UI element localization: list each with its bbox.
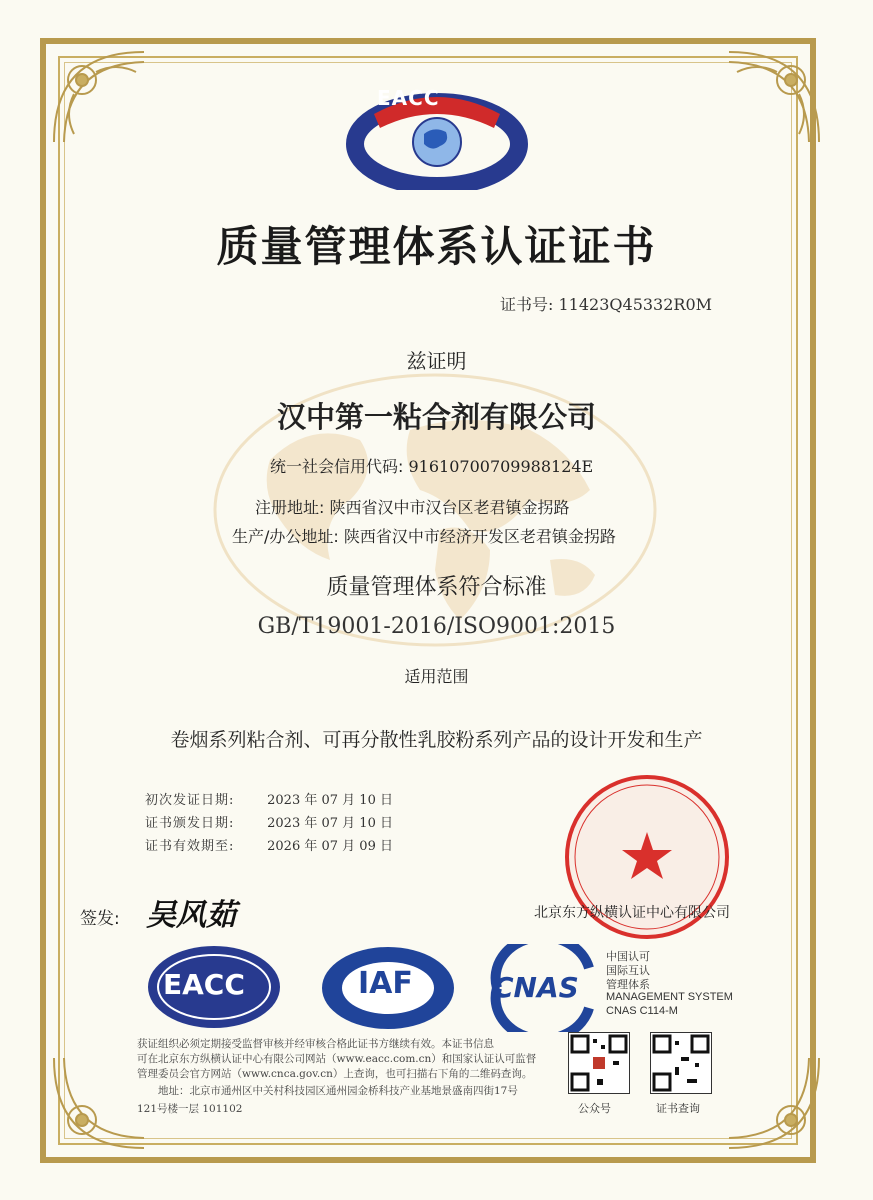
date-value: 2026 年 07 月 09 日 bbox=[267, 839, 393, 854]
certificate-number bbox=[500, 292, 712, 315]
eacc-badge-text: EACC bbox=[163, 968, 245, 1001]
certificate-number-value: 11423Q45332R0M bbox=[558, 295, 713, 314]
qr-label-certificate-lookup: 证书查询 bbox=[656, 1102, 700, 1115]
note-line-3: 管理委员会官方网站（www.cnca.gov.cn）上查询，也可扫描右下角的二维码查询。 bbox=[137, 1068, 533, 1080]
note-line-1: 获证组织必须定期接受监督审核并经审核合格此证书方继续有效。本证书信息 bbox=[137, 1038, 494, 1050]
office-address-value: 陕西省汉中市经济开发区老君镇金拐路 bbox=[343, 527, 616, 546]
hereby-certify: 兹证明 bbox=[406, 349, 467, 373]
signature-label: 签发: bbox=[80, 909, 120, 929]
cnas-line-3: 管理体系 bbox=[606, 979, 650, 991]
standard-label: 质量管理体系符合标准 bbox=[326, 575, 547, 600]
office-address-label: 生产/办公地址: bbox=[232, 527, 339, 546]
registered-address-label: 注册地址: bbox=[255, 498, 325, 517]
date-row-issue bbox=[145, 812, 393, 831]
scope-label: 适用范围 bbox=[404, 667, 469, 686]
cnas-line-4: MANAGEMENT SYSTEM bbox=[606, 991, 733, 1003]
issuer-name: 北京东方纵横认证中心有限公司 bbox=[534, 905, 730, 921]
registered-address-line bbox=[255, 495, 570, 518]
corner-ornament-bottom-right bbox=[719, 1048, 829, 1158]
company-name: 汉中第一粘合剂有限公司 bbox=[276, 400, 596, 434]
certificate-title: 质量管理体系认证证书 bbox=[216, 222, 657, 271]
qr-code-certificate-lookup[interactable] bbox=[650, 1032, 712, 1094]
cnas-line-5: CNAS C114-M bbox=[606, 1005, 678, 1017]
cnas-line-1: 中国认可 bbox=[606, 951, 650, 963]
office-address-line bbox=[232, 524, 616, 547]
qr-label-official-account: 公众号 bbox=[578, 1102, 611, 1115]
credit-code-label: 统一社会信用代码: bbox=[270, 457, 404, 476]
date-value: 2023 年 07 月 10 日 bbox=[267, 816, 393, 831]
corner-ornament-top-right bbox=[719, 42, 829, 152]
eacc-logo-text: EACC bbox=[377, 86, 440, 110]
credit-code-line bbox=[270, 454, 593, 477]
date-label: 初次发证日期: bbox=[145, 793, 235, 808]
qr-code-official-account[interactable] bbox=[568, 1032, 630, 1094]
certificate-number-label: 证书号: bbox=[500, 295, 554, 314]
signature: 吴风茹 bbox=[146, 898, 236, 933]
date-value: 2023 年 07 月 10 日 bbox=[267, 793, 393, 808]
note-line-4: 地址：北京市通州区中关村科技园区通州园金桥科技产业基地景盛南四街17号 bbox=[158, 1085, 518, 1097]
note-line-2: 可在北京东方纵横认证中心有限公司网站（www.eacc.com.cn）和国家认证认可监督 bbox=[137, 1053, 537, 1065]
standard-value: GB/T19001-2016/ISO9001:2015 bbox=[257, 614, 616, 639]
credit-code-value: 91610700709988124E bbox=[408, 457, 594, 476]
date-label: 证书有效期至: bbox=[145, 839, 235, 854]
iaf-badge-text: IAF bbox=[358, 966, 413, 1001]
corner-ornament-top-left bbox=[44, 42, 154, 152]
note-line-5: 121号楼一层 101102 bbox=[137, 1103, 243, 1115]
cnas-badge-text: CNAS bbox=[493, 971, 579, 1004]
qr-pattern-icon bbox=[569, 1033, 629, 1093]
scope-value: 卷烟系列粘合剂、可再分散性乳胶粉系列产品的设计开发和生产 bbox=[170, 729, 703, 751]
date-row-initial bbox=[145, 789, 393, 808]
qr-pattern-icon bbox=[651, 1033, 711, 1093]
registered-address-value: 陕西省汉中市汉台区老君镇金拐路 bbox=[329, 498, 570, 517]
cnas-line-2: 国际互认 bbox=[606, 965, 650, 977]
date-row-expiry bbox=[145, 835, 393, 854]
date-label: 证书颁发日期: bbox=[145, 816, 235, 831]
